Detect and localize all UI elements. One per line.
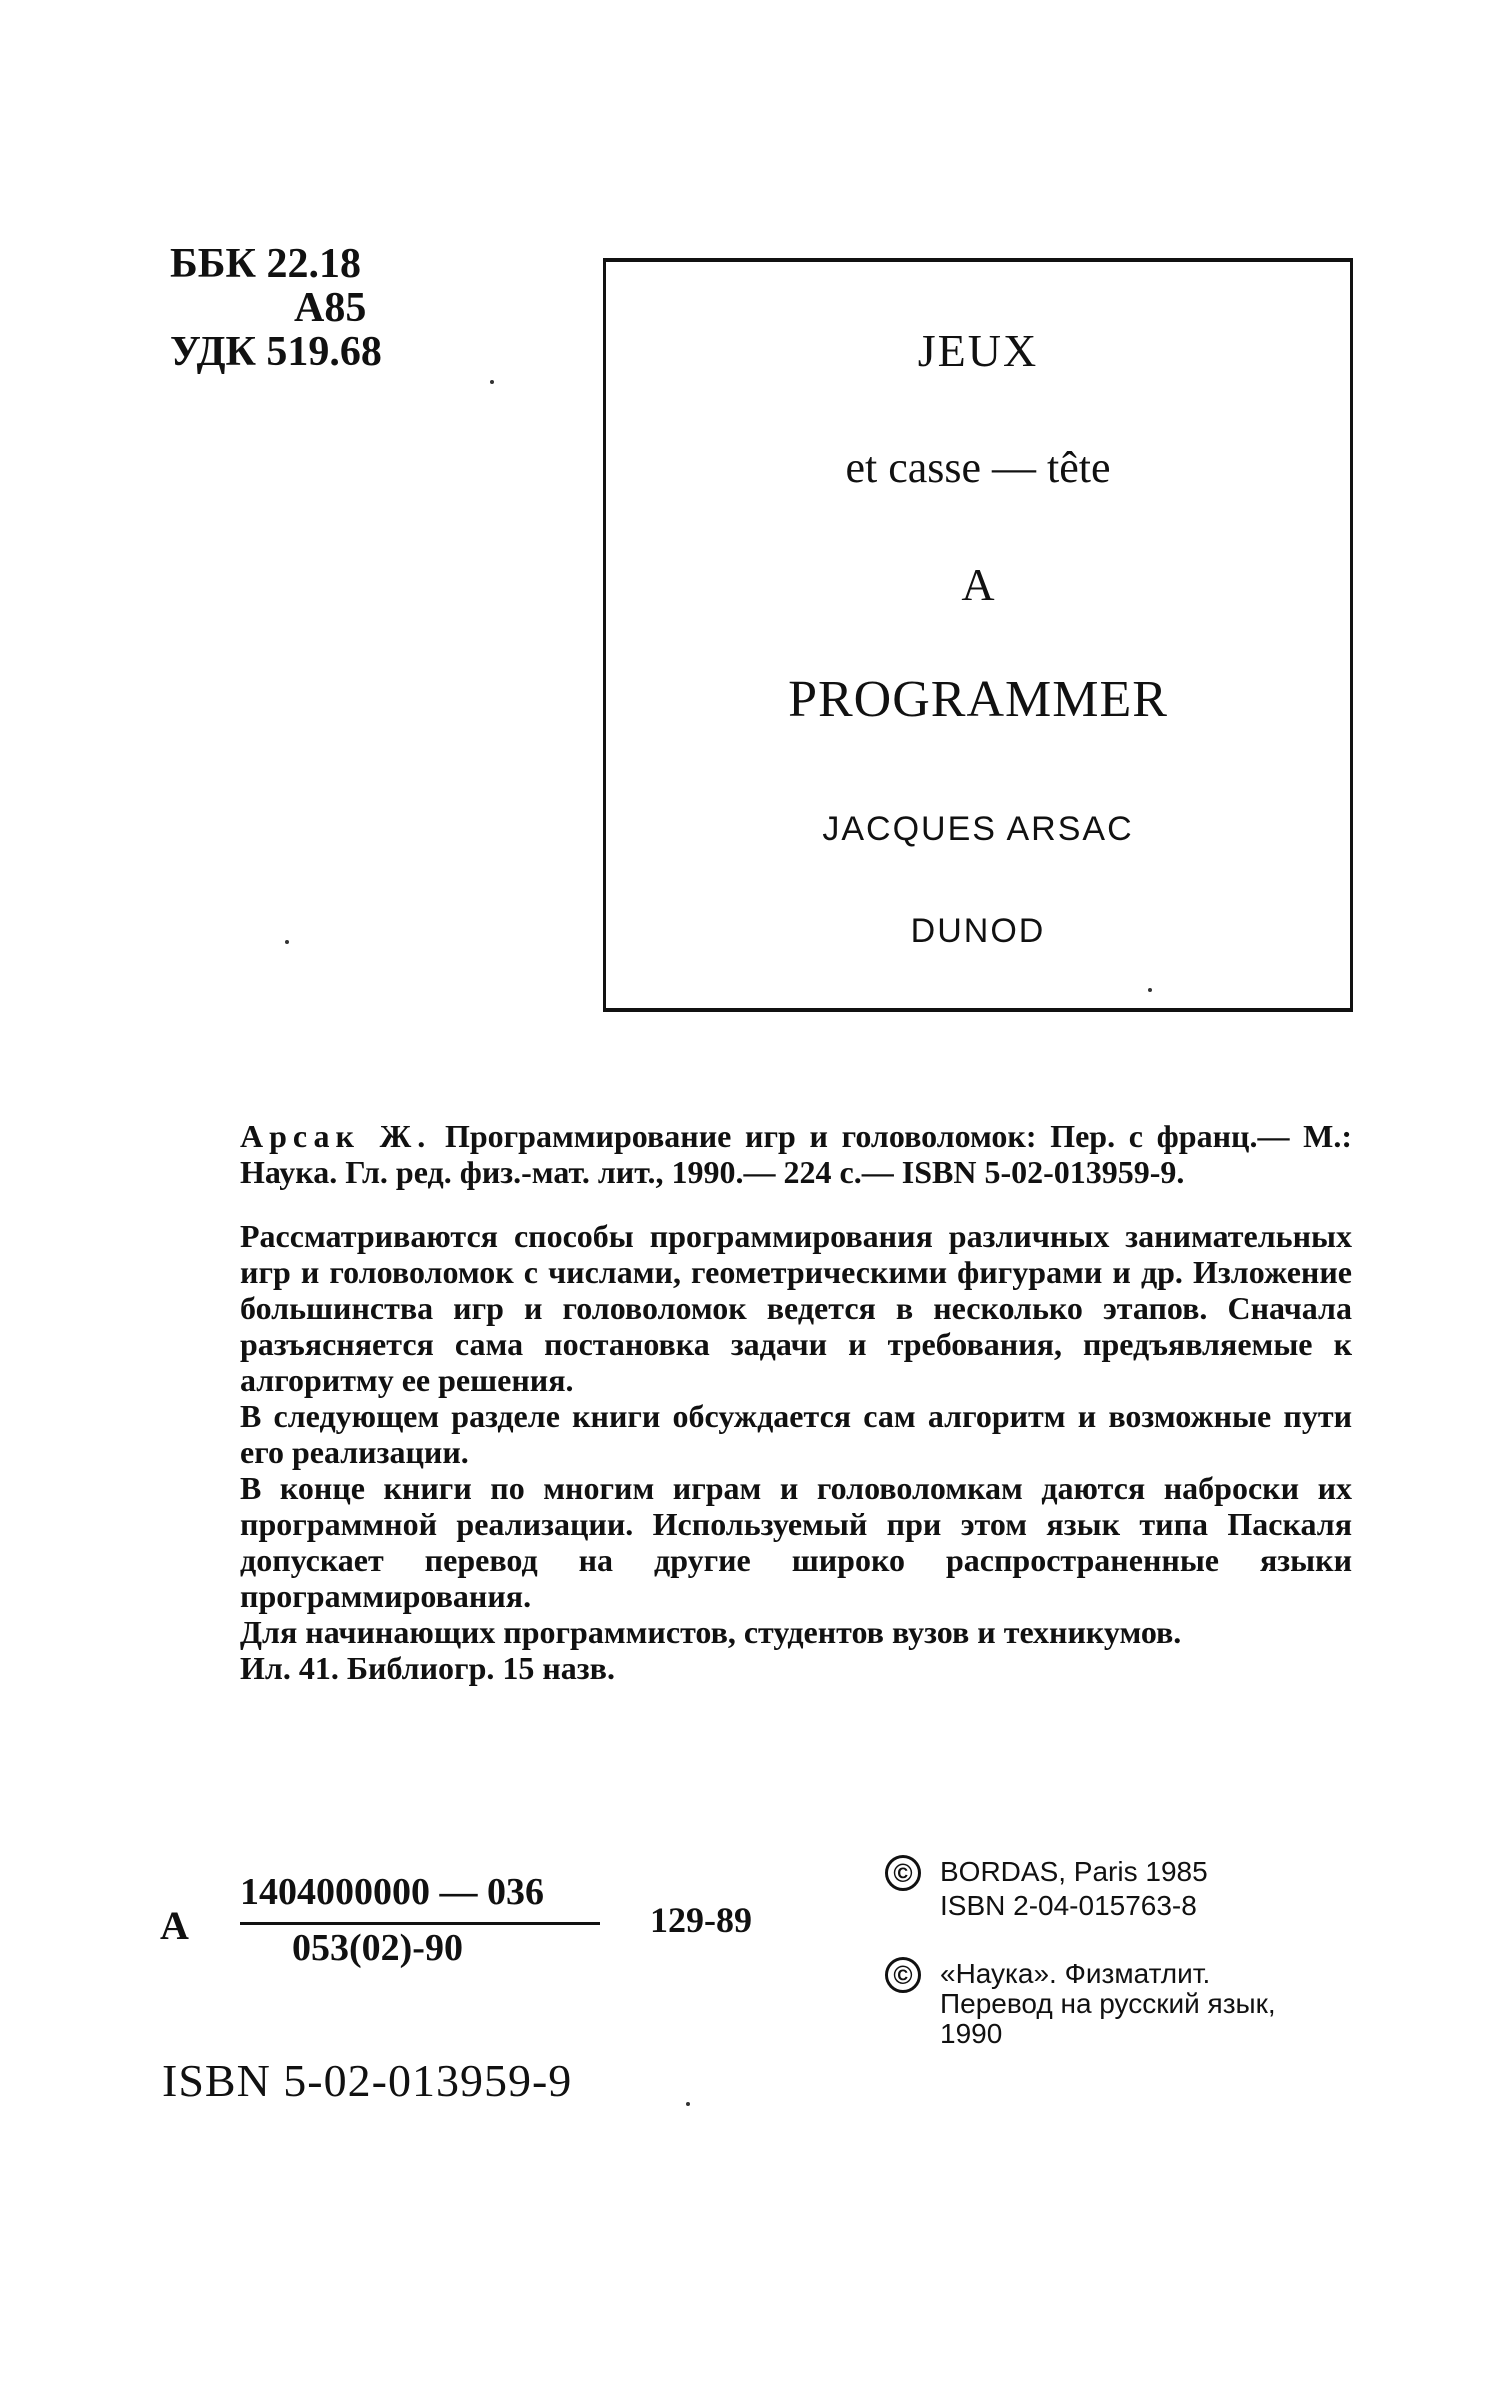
author-mark: А85 <box>294 285 367 331</box>
bibliographic-annotation <box>240 1118 1352 1686</box>
bibliographic-record <box>240 1118 1352 1190</box>
classification-block <box>170 242 382 374</box>
copyright-bordas: BORDAS, Paris 1985 <box>940 1856 1208 1887</box>
scan-speck <box>686 2102 690 2106</box>
copyright-icon: © <box>885 1957 921 1993</box>
copyright-year: 1990 <box>940 2018 1003 2049</box>
scan-speck <box>1148 988 1152 992</box>
scan-speck <box>490 380 494 384</box>
copyright-nauka: «Наука». Физматлит. <box>940 1958 1211 1989</box>
annotation-paragraph-4: Для начинающих программистов, студентов вузов и техникумов. <box>240 1614 1182 1650</box>
annotation-paragraph-5: Ил. 41. Библиогр. 15 назв. <box>240 1650 615 1686</box>
copyright-translation: Перевод на русский язык, <box>940 1988 1276 2019</box>
copyright-icon: © <box>885 1855 921 1891</box>
annotation-paragraph-1: Рассматриваются способы программирования различных занимательных игр и головоломок с числами, геометрическими фигурами и др. Изложение большинства игр и головоломок ведется в несколько этапов. Сначала разъясняется сама постановка задачи и требования, предъявляемые к алгоритму ее решения. <box>240 1218 1352 1398</box>
original-publisher: DUNOD <box>910 912 1046 950</box>
bbk-code: ББК 22.18 <box>170 241 361 287</box>
record-author: Арсак Ж. <box>240 1118 432 1154</box>
annotation-paragraph-3: В конце книги по многим играм и головоломкам даются наброски их программной реализации. Используемый при этом язык типа Паскаля допускает перевод на другие широко распространенные языки программирования. <box>240 1470 1352 1614</box>
original-title-line-4: PROGRAMMER <box>788 671 1168 728</box>
imprint-prefix: А <box>160 1903 189 1948</box>
copyright-bordas-isbn: ISBN 2-04-015763-8 <box>940 1890 1197 1921</box>
original-author: JACQUES ARSAC <box>822 810 1134 848</box>
imprint-denominator: 053(02)-90 <box>292 1927 463 1969</box>
original-title-line-3: A <box>961 559 995 610</box>
scan-speck <box>285 940 289 944</box>
isbn-line: ISBN 5-02-013959-9 <box>162 2055 573 2106</box>
imprint-right-code: 129-89 <box>650 1900 752 1940</box>
original-title-line-1: JEUX <box>917 325 1039 376</box>
record-details: Программирование игр и головоломок: Пер. с франц.— М.: Наука. Гл. ред. физ.-мат. лит., 1990.— 224 с.— ISBN 5-02-013959-9. <box>240 1118 1353 1190</box>
original-title-frame <box>603 258 1353 1012</box>
original-title-line-2: et casse — tête <box>845 443 1111 492</box>
udk-code: УДК 519.68 <box>170 329 382 375</box>
annotation-paragraph-2: В следующем разделе книги обсуждается сам алгоритм и возможные пути его реализации. <box>240 1398 1352 1470</box>
imprint-numerator: 1404000000 — 036 <box>240 1871 544 1913</box>
fraction-bar <box>240 1922 600 1925</box>
